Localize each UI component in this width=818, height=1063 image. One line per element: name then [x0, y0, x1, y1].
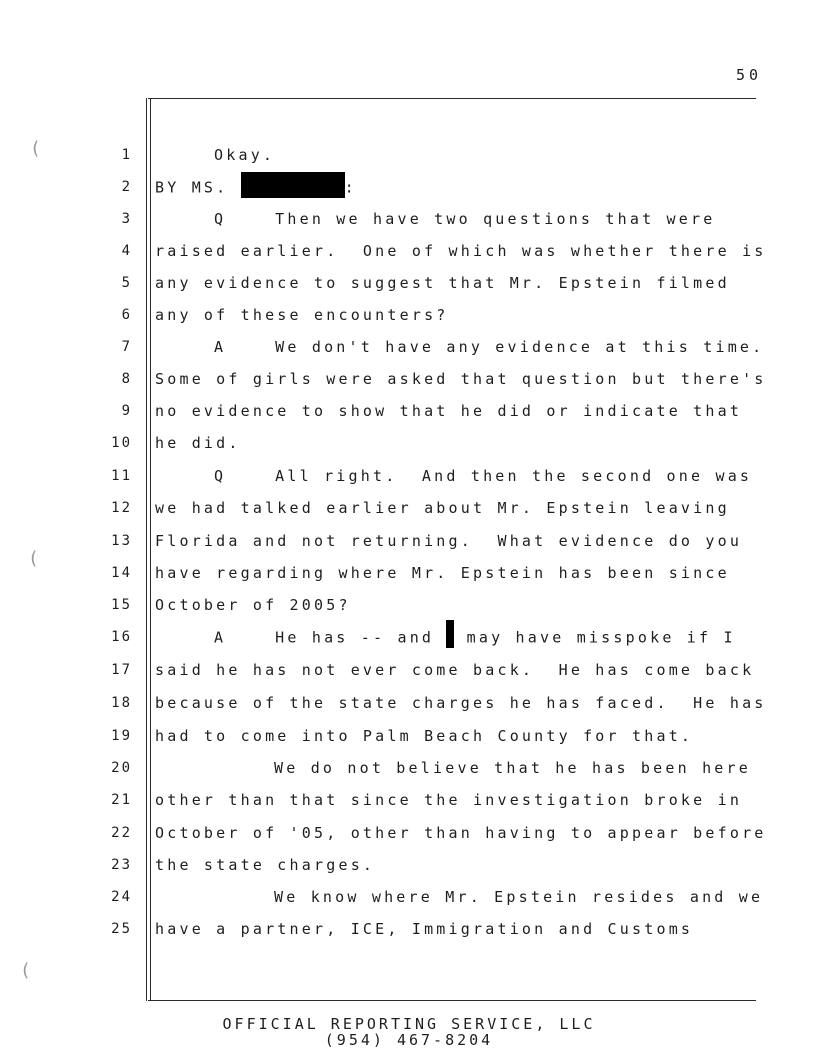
- transcript-line: [155, 694, 767, 712]
- line-text: have a partner, ICE, Immigration and Customs: [155, 920, 694, 938]
- line-number: 5: [121, 275, 132, 291]
- line-text: Some of girls were asked that question but there's: [155, 370, 767, 388]
- line-text: A He has -- and: [214, 628, 447, 647]
- line-text: October of 2005?: [155, 596, 351, 614]
- transcript-line: [155, 856, 375, 874]
- line-text: said he has not ever come back. He has come back: [155, 661, 755, 679]
- footer-company: OFFICIAL REPORTING SERVICE, LLC: [222, 1015, 596, 1033]
- footer-phone: (954) 467-8204: [324, 1031, 494, 1049]
- transcript-line: [155, 596, 351, 614]
- line-number: 9: [121, 403, 132, 419]
- line-number: 25: [111, 921, 132, 937]
- transcript-line: [155, 564, 730, 582]
- line-number: 21: [111, 792, 132, 808]
- line-text: we had talked earlier about Mr. Epstein leaving: [155, 499, 730, 517]
- line-number: 12: [111, 500, 132, 516]
- line-text: had to come into Palm Beach County for that.: [155, 727, 694, 745]
- line-text: because of the state charges he has faced. He has: [155, 694, 767, 712]
- transcript-line: [155, 434, 241, 452]
- transcript-line: [214, 628, 736, 648]
- scan-mark: (: [20, 960, 31, 981]
- line-number: 20: [111, 760, 132, 776]
- page-footer: [0, 1016, 818, 1048]
- line-text: We know where Mr. Epstein resides and we: [274, 888, 764, 906]
- line-text: We do not believe that he has been here: [274, 759, 751, 777]
- top-border-rule: [148, 98, 756, 99]
- line-text: may have misspoke if I: [454, 628, 736, 647]
- line-number: 14: [111, 565, 132, 581]
- transcript-line: [155, 499, 730, 517]
- left-margin-rule-outer: [146, 98, 147, 1001]
- line-number: 1: [121, 147, 132, 163]
- page-number: 50: [735, 66, 762, 84]
- line-number: 22: [111, 825, 132, 841]
- transcript-line: [155, 532, 742, 550]
- line-text: October of '05, other than having to appear before: [155, 824, 767, 842]
- transcript-line: [155, 791, 742, 809]
- transcript-line: [155, 370, 767, 388]
- line-number: 3: [121, 211, 132, 227]
- line-number: 18: [111, 695, 132, 711]
- line-text: BY MS.: [155, 178, 241, 197]
- line-number: 8: [121, 371, 132, 387]
- line-text: A We don't have any evidence at this time.: [214, 338, 765, 356]
- transcript-line: [155, 274, 730, 292]
- line-text: any evidence to suggest that Mr. Epstein filmed: [155, 274, 730, 292]
- transcript-line: [155, 661, 754, 679]
- transcript-line: [214, 146, 275, 164]
- line-number: 23: [111, 857, 132, 873]
- transcript-line: [155, 920, 693, 938]
- transcript-line: [155, 242, 767, 260]
- transcript-line: [155, 727, 693, 745]
- redaction-block: [241, 172, 345, 198]
- left-margin-rule-inner: [150, 98, 151, 1001]
- line-text: have regarding where Mr. Epstein has been since: [155, 564, 730, 582]
- line-number: 15: [111, 597, 132, 613]
- line-text: Q All right. And then the second one was: [214, 467, 753, 485]
- line-number: 24: [111, 889, 132, 905]
- transcript-line: [155, 824, 767, 842]
- line-number: 10: [111, 435, 132, 451]
- transcript-line: [155, 306, 449, 324]
- line-text: Florida and not returning. What evidence do you: [155, 532, 743, 550]
- line-number: 16: [111, 629, 132, 645]
- line-text: other than that since the investigation broke in: [155, 791, 743, 809]
- transcript-line: [155, 178, 357, 198]
- line-text: he did.: [155, 434, 241, 452]
- scan-mark: (: [28, 548, 39, 569]
- line-number: 2: [121, 179, 132, 195]
- line-number: 11: [111, 468, 132, 484]
- transcript-line: [155, 402, 742, 420]
- line-text: :: [344, 178, 357, 197]
- line-text: no evidence to show that he did or indicate that: [155, 402, 743, 420]
- line-number: 13: [111, 533, 132, 549]
- line-number: 19: [111, 728, 132, 744]
- transcript-line: [274, 888, 763, 906]
- line-number: 4: [121, 243, 132, 259]
- transcript-line: [214, 338, 764, 356]
- line-text: raised earlier. One of which was whether there is: [155, 242, 767, 260]
- line-number: 7: [121, 339, 132, 355]
- line-text: any of these encounters?: [155, 306, 449, 324]
- transcript-line: [214, 467, 752, 485]
- line-number: 6: [121, 307, 132, 323]
- transcript-line: [214, 210, 715, 228]
- line-number: 17: [111, 662, 132, 678]
- line-text: the state charges.: [155, 856, 376, 874]
- scan-mark: (: [30, 138, 41, 159]
- line-text: Okay.: [214, 146, 276, 164]
- line-text: Q Then we have two questions that were: [214, 210, 716, 228]
- bottom-border-rule: [148, 1000, 756, 1001]
- transcript-line: [274, 759, 751, 777]
